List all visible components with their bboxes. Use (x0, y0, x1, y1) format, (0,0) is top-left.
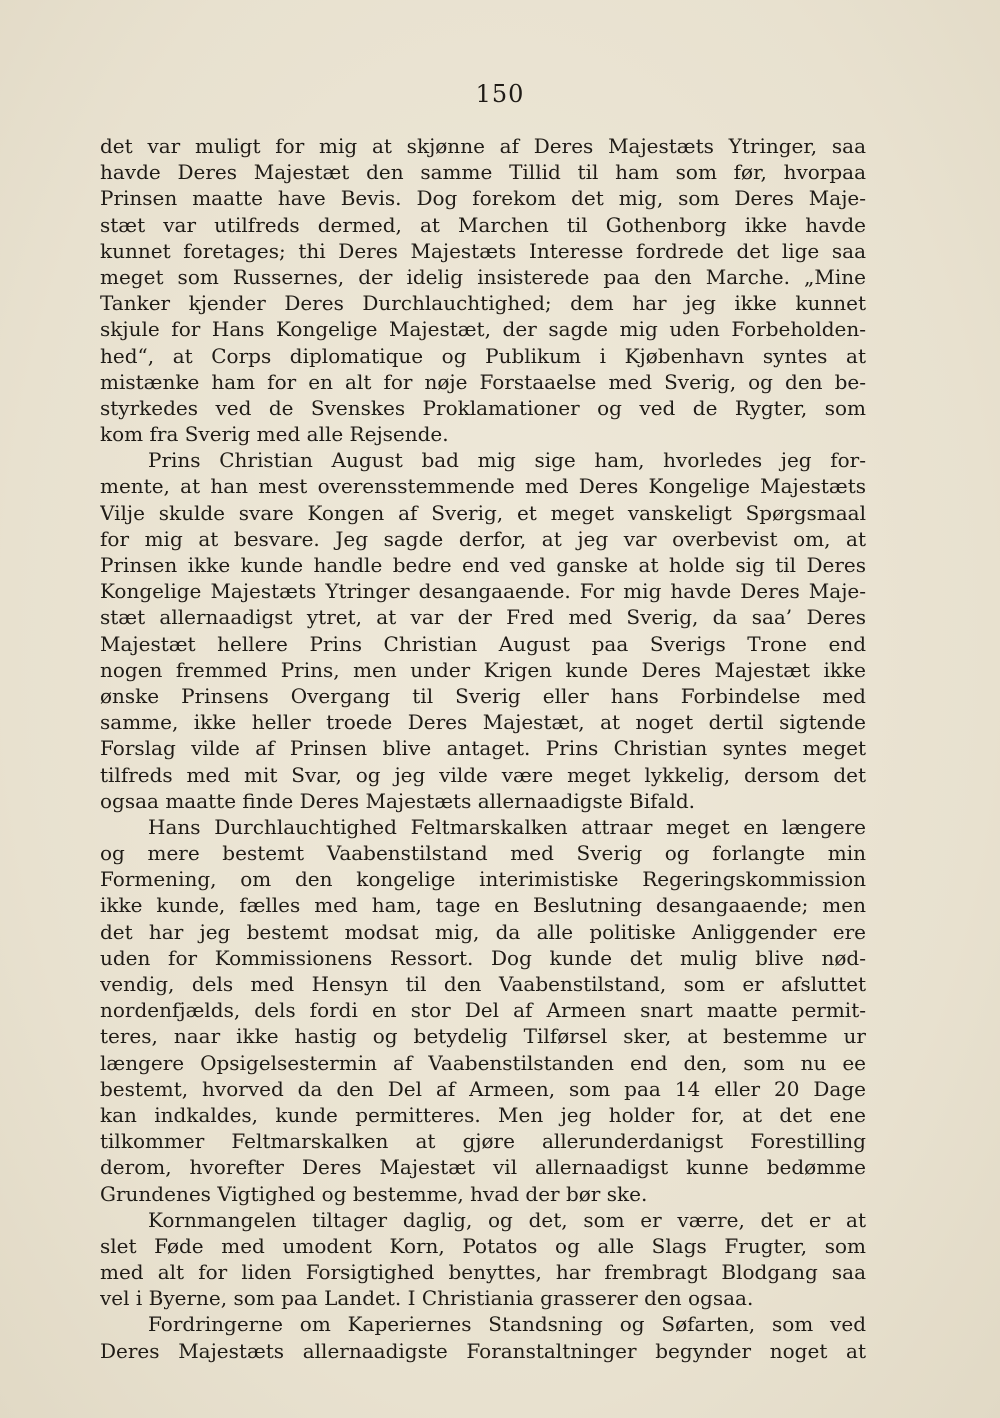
body-text (100, 133, 866, 1364)
text-line: hed“, at Corps diplomatique og Publikum i Kjøbenhavn syntes at (100, 343, 866, 368)
text-line: kom fra Sverig med alle Rejsende. (100, 422, 449, 447)
text-line: samme, ikke heller troede Deres Majestæt, at noget dertil sigtende (100, 710, 866, 735)
text-line: Prinsen maatte have Bevis. Dog forekom det mig, som Deres Maje- (100, 186, 866, 211)
text-line: det var muligt for mig at skjønne af Deres Majestæts Ytringer, saa (100, 134, 866, 158)
text-line: Prins Christian August bad mig sige ham, hvorledes jeg for- (148, 448, 866, 473)
text-line: tilfreds med mit Svar, og jeg vilde være meget lykkelig, dersom det (100, 762, 866, 787)
text-line: Fordringerne om Kaperiernes Standsning og Søfarten, som ved (148, 1312, 866, 1337)
text-line: for mig at besvare. Jeg sagde derfor, at jeg var overbevist om, at (100, 526, 866, 551)
text-line: med alt for liden Forsigtighed benyttes, har frembragt Blodgang saa (100, 1260, 866, 1285)
text-line: derom, hvorefter Deres Majestæt vil allernaadigst kunne bedømme (100, 1155, 866, 1180)
text-line: meget som Russernes, der idelig insisterede paa den Marche. „Mine (100, 264, 866, 289)
text-line: havde Deres Majestæt den samme Tillid til ham som før, hvorpaa (100, 160, 866, 185)
text-line: mente, at han mest overensstemmende med Deres Kongelige Majestæts (100, 474, 866, 499)
text-line: og mere bestemt Vaabenstilstand med Sverig og forlangte min (100, 841, 866, 866)
text-line: Kongelige Majestæts Ytringer desangaaende. For mig havde Deres Maje- (100, 579, 866, 604)
text-line: ogsaa maatte finde Deres Majestæts allernaadigste Bifald. (100, 788, 696, 813)
text-line: bestemt, hvorved da den Del af Armeen, som paa 14 eller 20 Dage (100, 1076, 866, 1101)
text-line: Vilje skulde svare Kongen af Sverig, et meget vanskeligt Spørgsmaal (100, 500, 866, 525)
text-line: ønske Prinsens Overgang til Sverig eller hans Forbindelse med (100, 683, 866, 708)
text-line: vel i Byerne, som paa Landet. I Christiania grasserer den ogsaa. (100, 1286, 754, 1311)
text-line: Kornmangelen tiltager daglig, og det, som er værre, det er at (148, 1207, 866, 1232)
text-line: Forslag vilde af Prinsen blive antaget. Prins Christian syntes meget (100, 736, 866, 761)
text-line: slet Føde med umodent Korn, Potatos og alle Slags Frugter, som (100, 1233, 866, 1258)
text-line: nordenfjælds, dels fordi en stor Del af Armeen snart maatte permit- (100, 998, 866, 1023)
text-line: nogen fremmed Prins, men under Krigen kunde Deres Majestæt ikke (100, 657, 866, 682)
text-line: længere Opsigelsestermin af Vaabenstilstanden end den, som nu ee (100, 1050, 866, 1075)
text-line: ikke kunde, fælles med ham, tage en Beslutning desangaaende; men (100, 893, 866, 918)
text-line: Grundenes Vigtighed og bestemme, hvad der bør ske. (100, 1181, 648, 1206)
page-number: 150 (475, 80, 525, 108)
text-line: det har jeg bestemt modsat mig, da alle politiske Anliggender ere (100, 919, 866, 944)
text-line: stæt var utilfreds dermed, at Marchen til Gothenborg ikke havde (100, 212, 866, 237)
text-line: Majestæt hellere Prins Christian August paa Sverigs Trone end (100, 631, 866, 656)
text-line: Deres Majestæts allernaadigste Foranstaltninger begynder noget at (100, 1338, 866, 1363)
text-line: vendig, dels med Hensyn til den Vaabenstilstand, som er afsluttet (100, 972, 866, 996)
text-line: Formening, om den kongelige interimistiske Regeringskommission (100, 867, 866, 892)
text-line: skjule for Hans Kongelige Majestæt, der sagde mig uden Forbeholden- (100, 317, 866, 342)
text-line: Prinsen ikke kunde handle bedre end ved ganske at holde sig til Deres (100, 553, 866, 577)
text-line: Hans Durchlauchtighed Feltmarskalken attraar meget en længere (148, 814, 866, 839)
text-line: stæt allernaadigst ytret, at var der Fred med Sverig, da saa’ Deres (100, 605, 866, 630)
text-line: kan indkaldes, kunde permitteres. Men jeg holder for, at det ene (100, 1102, 866, 1127)
text-line: styrkedes ved de Svenskes Proklamationer og ved de Rygter, som (100, 395, 866, 420)
text-line: mistænke ham for en alt for nøje Forstaaelse med Sverig, og den be- (100, 369, 866, 394)
text-line: tilkommer Feltmarskalken at gjøre allerunderdanigst Forestilling (100, 1129, 866, 1154)
text-line: Tanker kjender Deres Durchlauchtighed; dem har jeg ikke kunnet (100, 291, 866, 316)
text-line: teres, naar ikke hastig og betydelig Tilførsel sker, at bestemme ur (100, 1024, 866, 1049)
text-line: kunnet foretages; thi Deres Majestæts Interesse fordrede det lige saa (100, 238, 866, 263)
text-line: uden for Kommissionens Ressort. Dog kunde det mulig blive nød- (100, 945, 866, 970)
